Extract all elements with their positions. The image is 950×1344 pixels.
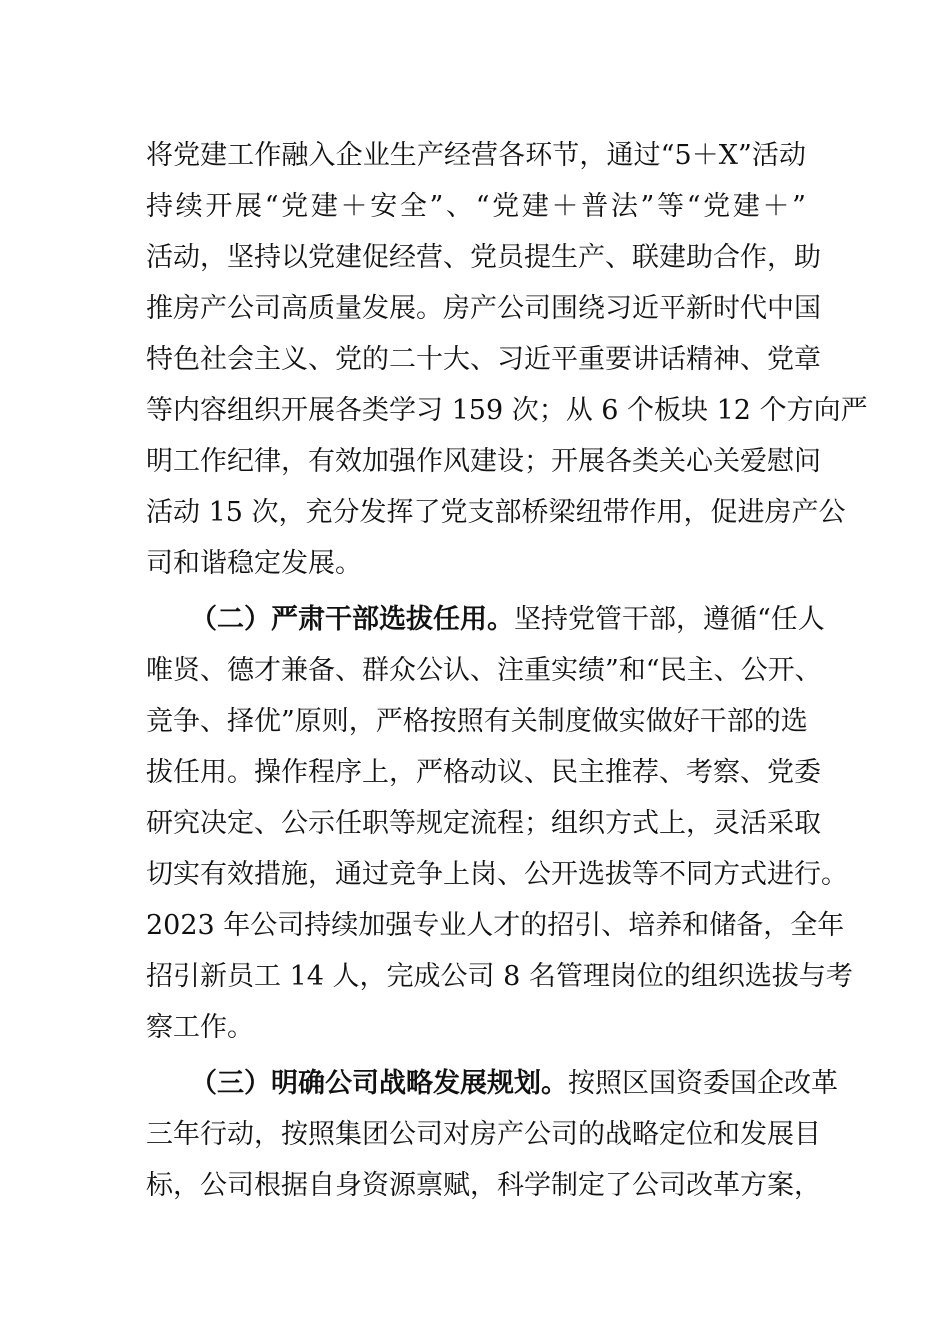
- section-heading: （二）严肃干部选拔任用。: [190, 604, 514, 635]
- section-first-line: [190, 1064, 838, 1104]
- text-line: 持续开展“党建＋安全”、“党建＋普法”等“党建＋”: [146, 191, 806, 222]
- text-line: 三年行动，按照集团公司对房产公司的战略定位和发展目: [146, 1119, 821, 1150]
- text-line: 标，公司根据自身资源禀赋，科学制定了公司改革方案，: [146, 1170, 821, 1201]
- text-line: 将党建工作融入企业生产经营各环节，通过“5＋X”活动: [146, 140, 806, 171]
- section-first-line: [190, 600, 825, 640]
- text-line: 特色社会主义、党的二十大、习近平重要讲话精神、党章: [146, 344, 821, 375]
- text-line: 察工作。: [146, 1012, 254, 1043]
- text-line: 活动 15 次，充分发挥了党支部桥梁纽带作用，促进房产公: [146, 497, 846, 528]
- text-line: 切实有效措施，通过竞争上岗、公开选拔等不同方式进行。: [146, 859, 848, 890]
- text-line: 司和谐稳定发展。: [146, 548, 362, 579]
- text-line: 拔任用。操作程序上，严格动议、民主推荐、考察、党委: [146, 757, 821, 788]
- text-line: 活动，坚持以党建促经营、党员提生产、联建助合作，助: [146, 242, 821, 273]
- section-heading: （三）明确公司战略发展规划。: [190, 1068, 568, 1099]
- text-line: 竞争、择优”原则，严格按照有关制度做实做好干部的选: [146, 706, 808, 737]
- section-heading-text: 坚持党管干部，遵循“任人: [514, 604, 825, 635]
- text-line: 等内容组织开展各类学习 159 次；从 6 个板块 12 个方向严: [146, 395, 868, 426]
- text-line: 2023 年公司持续加强专业人才的招引、培养和储备，全年: [146, 910, 845, 941]
- text-line: 唯贤、德才兼备、群众公认、注重实绩”和“民主、公开、: [146, 655, 822, 686]
- section-heading-text: 按照区国资委国企改革: [568, 1068, 838, 1099]
- text-line: 推房产公司高质量发展。房产公司围绕习近平新时代中国: [146, 293, 821, 324]
- text-line: 明工作纪律，有效加强作风建设；开展各类关心关爱慰问: [146, 446, 821, 477]
- text-line: 招引新员工 14 人，完成公司 8 名管理岗位的组织选拔与考: [146, 961, 853, 992]
- text-line: 研究决定、公示任职等规定流程；组织方式上，灵活采取: [146, 808, 821, 839]
